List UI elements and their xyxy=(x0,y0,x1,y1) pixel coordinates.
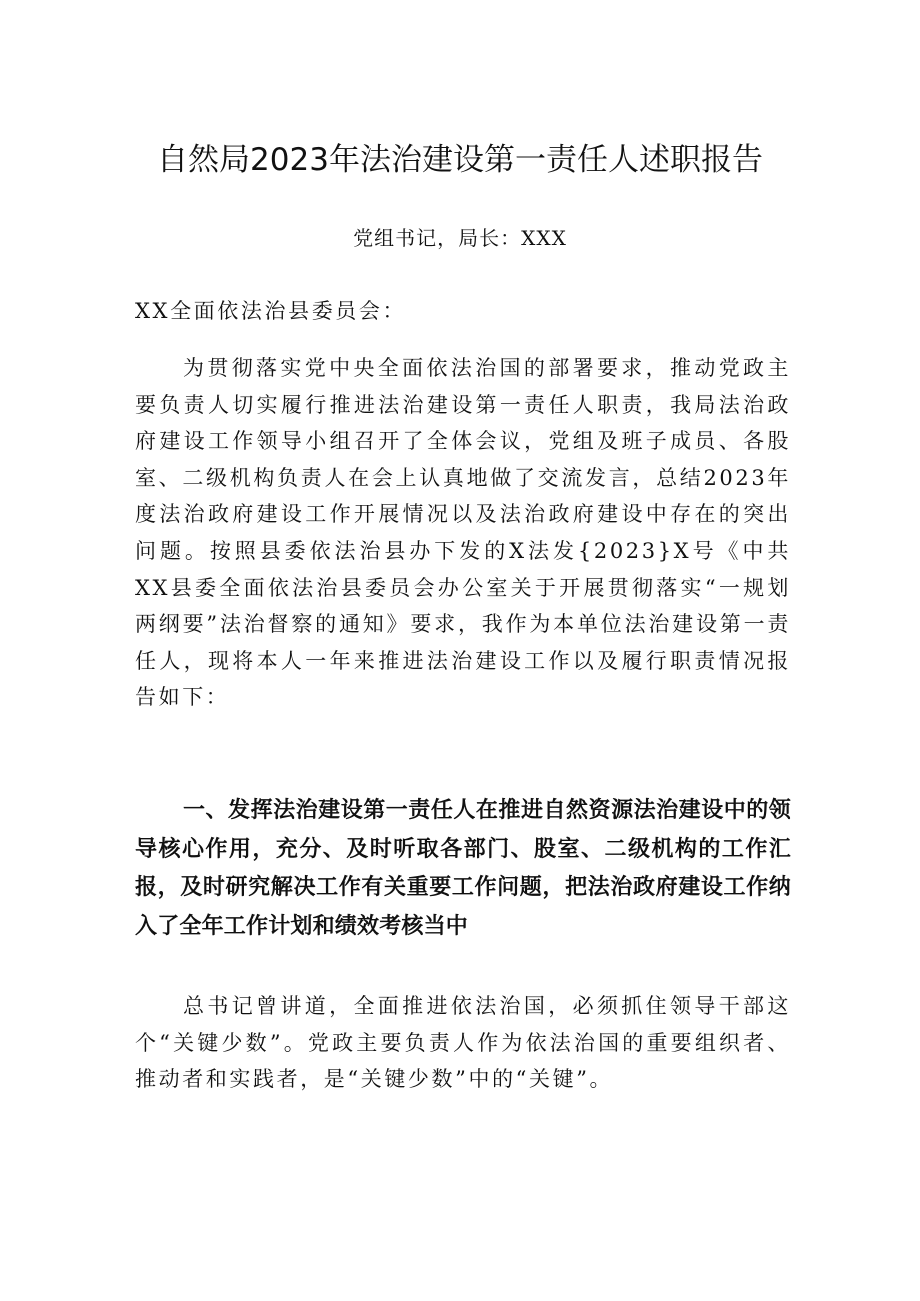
paragraph-section-1: 总书记曾讲道，全面推进依法治国，必须抓住领导干部这个“关键少数”。党政主要负责人作为依法治国的重要组织者、推动者和实践者，是“关键少数”中的“关键”。 xyxy=(135,994,791,1092)
section-heading-1: 一、发挥法治建设第一责任人在推进自然资源法治建设中的领导核心作用，充分、及时听取各部门、股室、二级机构的工作汇报，及时研究解决工作有关重要工作问题，把法治政府建设工作纳入了全年工作计划和绩效考核当中 xyxy=(135,798,791,939)
paragraph-intro: 为贯彻落实党中央全面依法治国的部署要求，推动党政主要负责人切实履行推进法治建设第一责任人职责，我局法治政府建设工作领导小组召开了全体会议，党组及班子成员、各股室、二级机构负责人在会上认真地做了交流发言，总结2023年度法治政府建设工作开展情况以及法治政府建设中存在的突出问题。按照县委依法治县办下发的X法发{2023}X号《中共XX县委全面依法治县委员会办公室关于开展贯彻落实“一规划两纲要”法治督察的通知》要求，我作为本单位法治建设第一责任人，现将本人一年来推进法治建设工作以及履行职责情况报告如下： xyxy=(135,356,791,710)
salutation: XX全面依法治县委员会： xyxy=(135,299,407,323)
author-line: 党组书记，局长：XXX xyxy=(353,226,567,250)
document-title: 自然局2023年法治建设第一责任人述职报告 xyxy=(157,142,763,178)
